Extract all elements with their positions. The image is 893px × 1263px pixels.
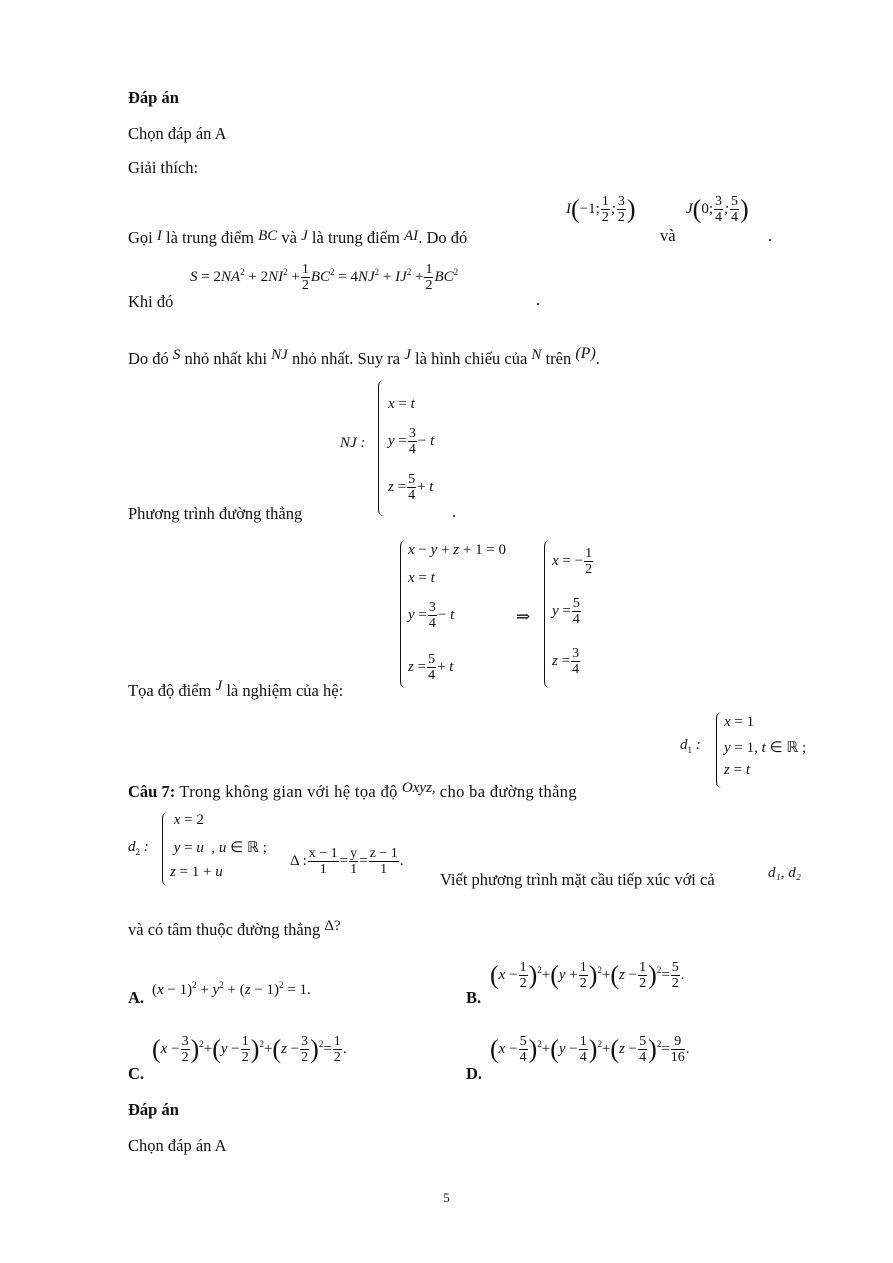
d1-system: x = 1 y = 1, t ∈ ℝ ; z = t (724, 714, 807, 778)
option-c-label[interactable]: C. (128, 1064, 145, 1083)
option-a-formula[interactable]: $(x - 1)^2 + y^2 + (z - 1)^2 = 1$. (152, 980, 311, 998)
page-number: 5 (443, 1190, 450, 1205)
para-line-equation: Phương trình đường thẳng (128, 504, 303, 523)
period: . (452, 502, 457, 521)
option-d-formula[interactable]: (x − $\frac{5}{4}$ )$^2$+(y − $\frac{1}{4}$ )$^2$+(z − $\frac{5}{4}$ )$^2$= $\frac{9}{16}$ . (490, 1034, 690, 1065)
para-coordinates: Tọa độ điểm J là nghiệm của hệ: (128, 678, 344, 700)
option-c-formula[interactable]: (x − $\frac{3}{2}$ )$^2$+(y − $\frac{1}{2}$ )$^2$+(z − $\frac{3}{2}$ )$^2$= $\frac{1}{2}$ . (152, 1034, 347, 1065)
and-text: và (660, 226, 676, 245)
delta-line-formula: Δ : $\frac{x - 1}{1}$ = $\frac{y}{1}$ = $\frac{z - 1}{1}$ . (290, 846, 404, 877)
question-7-end: và có tâm thuộc đường thẳng Δ? (128, 918, 341, 939)
implies-arrow: ⇒ (516, 607, 531, 626)
d2-label: $d_2$ : (128, 839, 149, 857)
option-b-formula[interactable]: (x − $\frac{1}{2}$ )$^2$+(y + $\frac{1}{2}$ )$^2$+(z − $\frac{1}{2}$ )$^2$= $\frac{5}{2}$ . (490, 960, 685, 991)
para-then: Khi đó (128, 292, 174, 311)
para-minimum: Do đó S nhỏ nhất khi NJ nhỏ nhất. Suy ra J là hình chiếu của N trên (P). (128, 345, 600, 368)
question-7-text: Câu 7: Trong không gian với hệ tọa độ Oxyz, cho ba đường thẳng (128, 780, 577, 801)
option-a-label[interactable]: A. (128, 988, 145, 1007)
system-brace (716, 712, 723, 788)
period: . (768, 226, 773, 245)
d1-d2-symbols: d₁, d₂ (768, 865, 801, 881)
NJ-system: x = t y = $\frac{3}{4}$ − t z = $\frac{5}{4}$ + t (388, 396, 435, 503)
para-midpoints: Gọi I là trung điểm BC và J là trung điểm AI. Do đó (128, 228, 468, 247)
explanation-label: Giải thích: (128, 158, 199, 177)
answer-heading: Đáp án (128, 1100, 179, 1119)
S-formula: $S = 2NA^2 + 2NI^2$ + $\frac{1}{2}$ $BC^2 = 4NJ^2 + IJ^2$ + $\frac{1}{2}$ $BC^2$ (190, 262, 459, 293)
system-brace (162, 812, 169, 886)
system-brace (378, 380, 385, 516)
d2-system: x = 2 y = u , u ∈ ℝ ; z = 1 + u (170, 812, 267, 880)
answer-heading: Đáp án (128, 88, 179, 107)
NJ-label: NJ : (340, 435, 366, 451)
J-system: x − y + z + 1 = 0 x = t y = $\frac{3}{4}$ − t z = $\frac{5}{4}$ + t (408, 542, 507, 683)
point-I-formula: I(−1; $\frac{1}{2}$ ; $\frac{3}{2}$ ) (566, 194, 636, 225)
point-J-formula: J(0; $\frac{3}{4}$ ; $\frac{5}{4}$ ) (686, 194, 749, 225)
period: . (536, 290, 541, 309)
option-d-label[interactable]: D. (466, 1064, 483, 1083)
d1-label: $d_1$ : (680, 737, 701, 755)
question-7-task: Viết phương trình mặt cầu tiếp xúc với cả (440, 870, 715, 889)
answer-choice: Chọn đáp án A (128, 124, 227, 143)
option-b-label[interactable]: B. (466, 988, 482, 1007)
answer-choice: Chọn đáp án A (128, 1136, 227, 1155)
system-brace (400, 540, 407, 688)
J-solution: x = − $\frac{1}{2}$ y = $\frac{5}{4}$ z = $\frac{3}{4}$ (552, 546, 593, 677)
system-brace (544, 540, 551, 688)
